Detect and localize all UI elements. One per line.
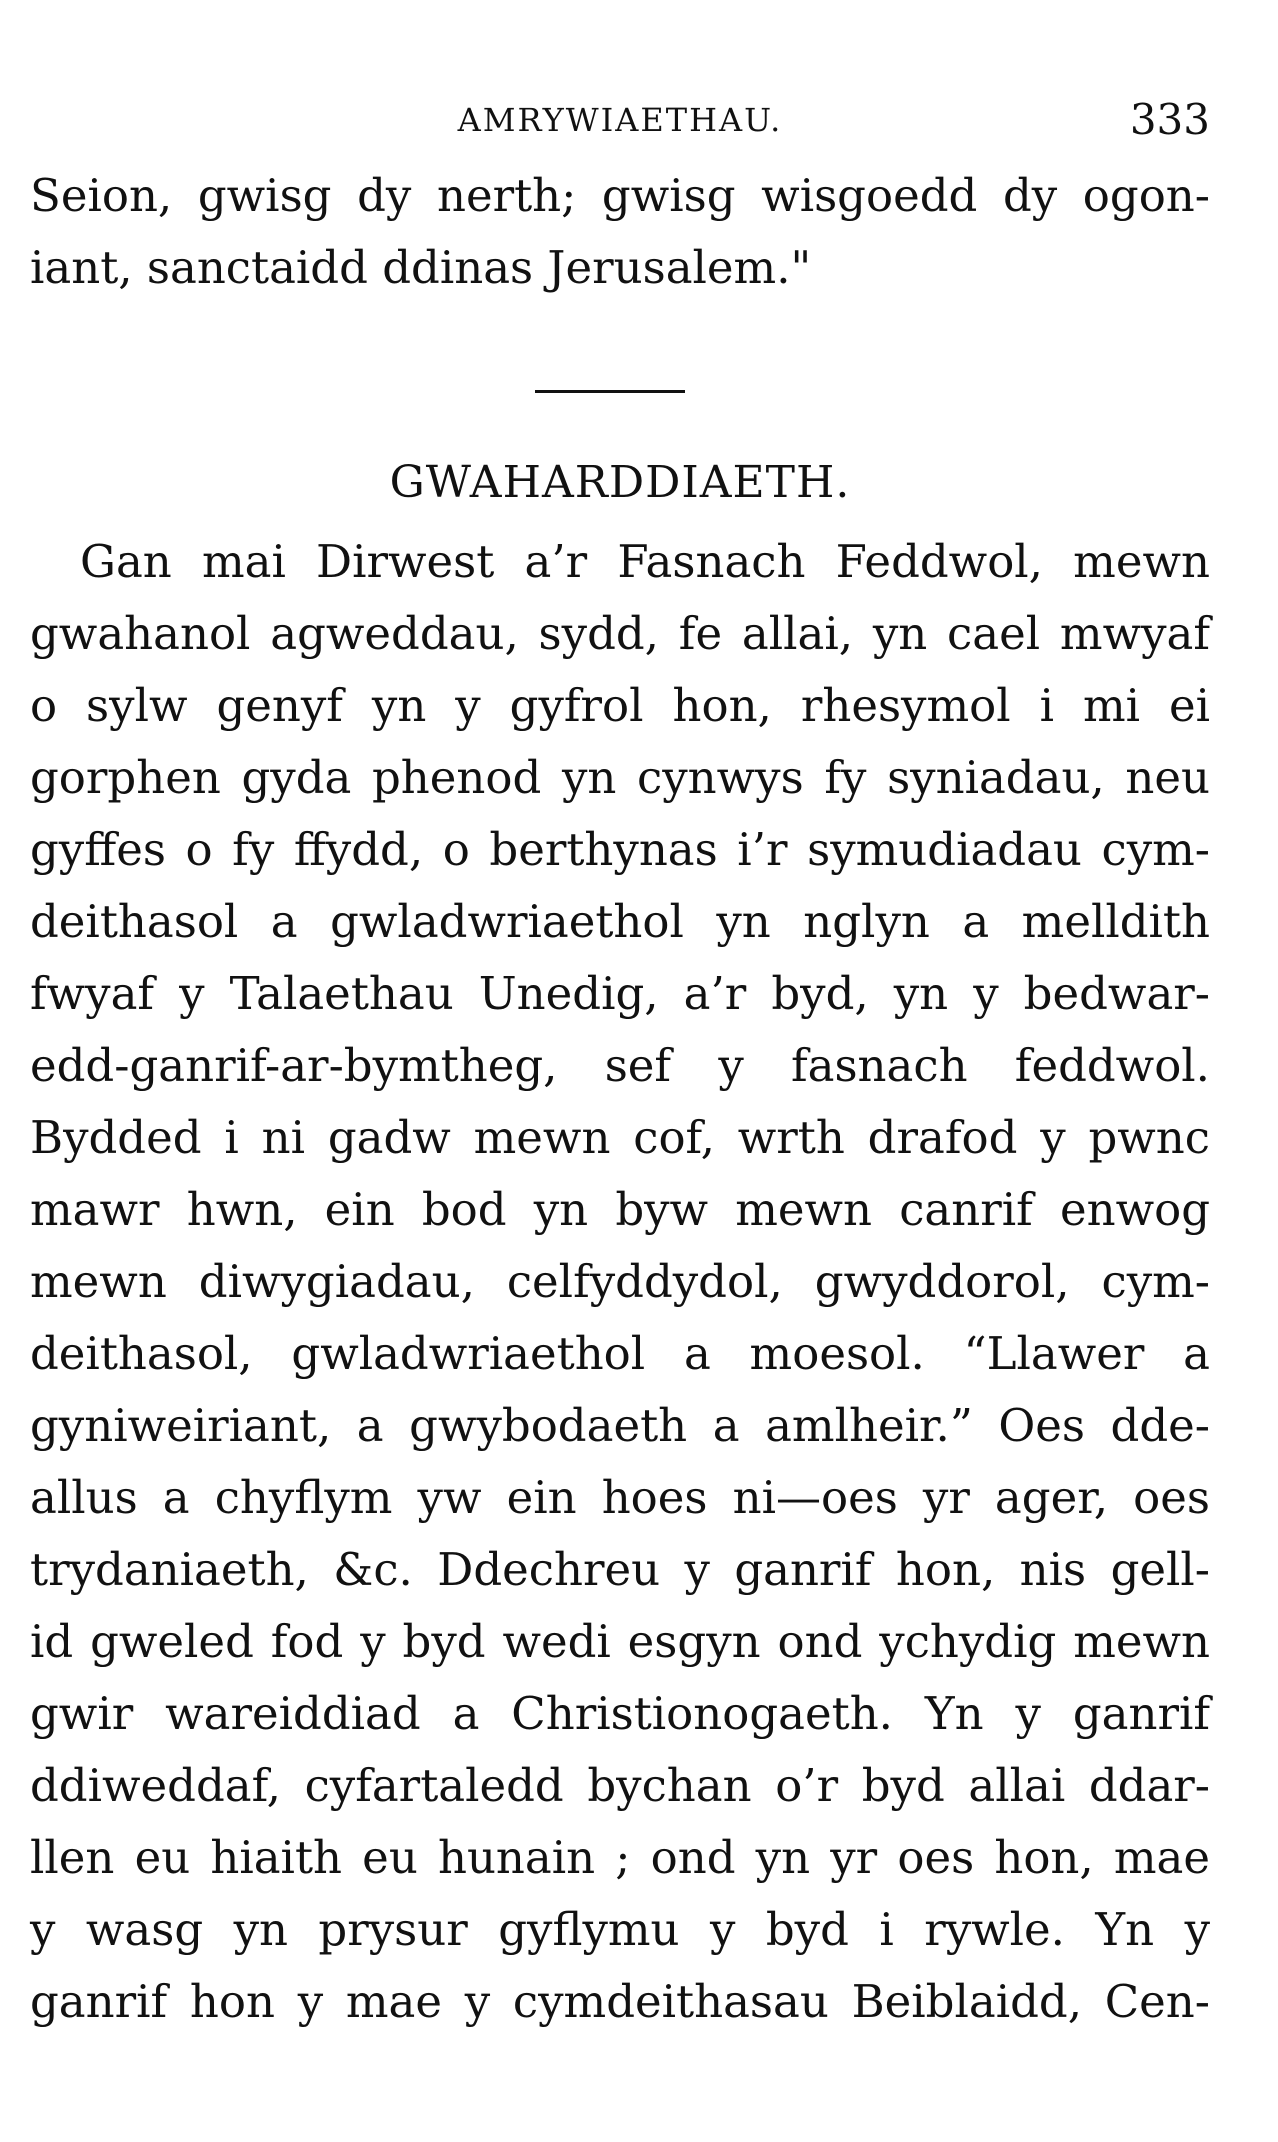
text-line: gwahanol agweddau, sydd, fe allai, yn cael mwyaf (30, 607, 1210, 660)
continuation-paragraph (30, 160, 1210, 304)
text-line: Gan mai Dirwest a’r Fasnach Feddwol, mewn (80, 535, 1210, 588)
text-line: llen eu hiaith eu hunain ; ond yn yr oes hon, mae (30, 1831, 1210, 1884)
text-line: ganrif hon y mae y cymdeithasau Beiblaidd, Cen- (30, 1975, 1210, 2028)
text-line: iant, sanctaidd ddinas Jerusalem." (30, 241, 812, 294)
text-line: deithasol, gwladwriaethol a moesol. “Llawer a (30, 1327, 1210, 1380)
text-line: id gweled fod y byd wedi esgyn ond ychydig mewn (30, 1615, 1210, 1668)
text-line: Seion, gwisg dy nerth; gwisg wisgoedd dy ogon- (30, 169, 1210, 222)
text-line: edd-ganrif-ar-bymtheg, sef y fasnach feddwol. (30, 1039, 1210, 1092)
text-line: allus a chyflym yw ein hoes ni—oes yr ager, oes (30, 1471, 1210, 1524)
text-line: y wasg yn prysur gyflymu y byd i rywle. Yn y (30, 1903, 1210, 1956)
section-paragraph (30, 526, 1210, 2038)
text-line: o sylw genyf yn y gyfrol hon, rhesymol i mi ei (30, 679, 1210, 732)
running-head (30, 95, 1210, 145)
text-line: gyniweiriant, a gwybodaeth a amlheir.” Oes dde- (30, 1399, 1210, 1452)
section-heading: GWAHARDDIAETH. (389, 457, 851, 508)
text-line: gyffes o fy ffydd, o berthynas i’r symudiadau cym- (30, 823, 1210, 876)
text-line: gorphen gyda phenod yn cynwys fy syniadau, neu (30, 751, 1210, 804)
text-line: deithasol a gwladwriaethol yn nglyn a melldith (30, 895, 1210, 948)
running-title: AMRYWIAETHAU. (457, 101, 783, 139)
text-line: mawr hwn, ein bod yn byw mewn canrif enwog (30, 1183, 1210, 1236)
text-line: mewn diwygiadau, celfyddydol, gwyddorol, cym- (30, 1255, 1210, 1308)
text-line: fwyaf y Talaethau Unedig, a’r byd, yn y bedwar- (30, 967, 1210, 1020)
text-line: ddiweddaf, cyfartaledd bychan o’r byd allai ddar- (30, 1759, 1210, 1812)
page-number: 333 (1129, 95, 1210, 144)
text-line: gwir wareiddiad a Christionogaeth. Yn y ganrif (30, 1687, 1210, 1740)
text-line: Bydded i ni gadw mewn cof, wrth drafod y pwnc (30, 1111, 1210, 1164)
section-divider (535, 390, 685, 393)
text-line: trydaniaeth, &c. Ddechreu y ganrif hon, nis gell- (30, 1543, 1210, 1596)
